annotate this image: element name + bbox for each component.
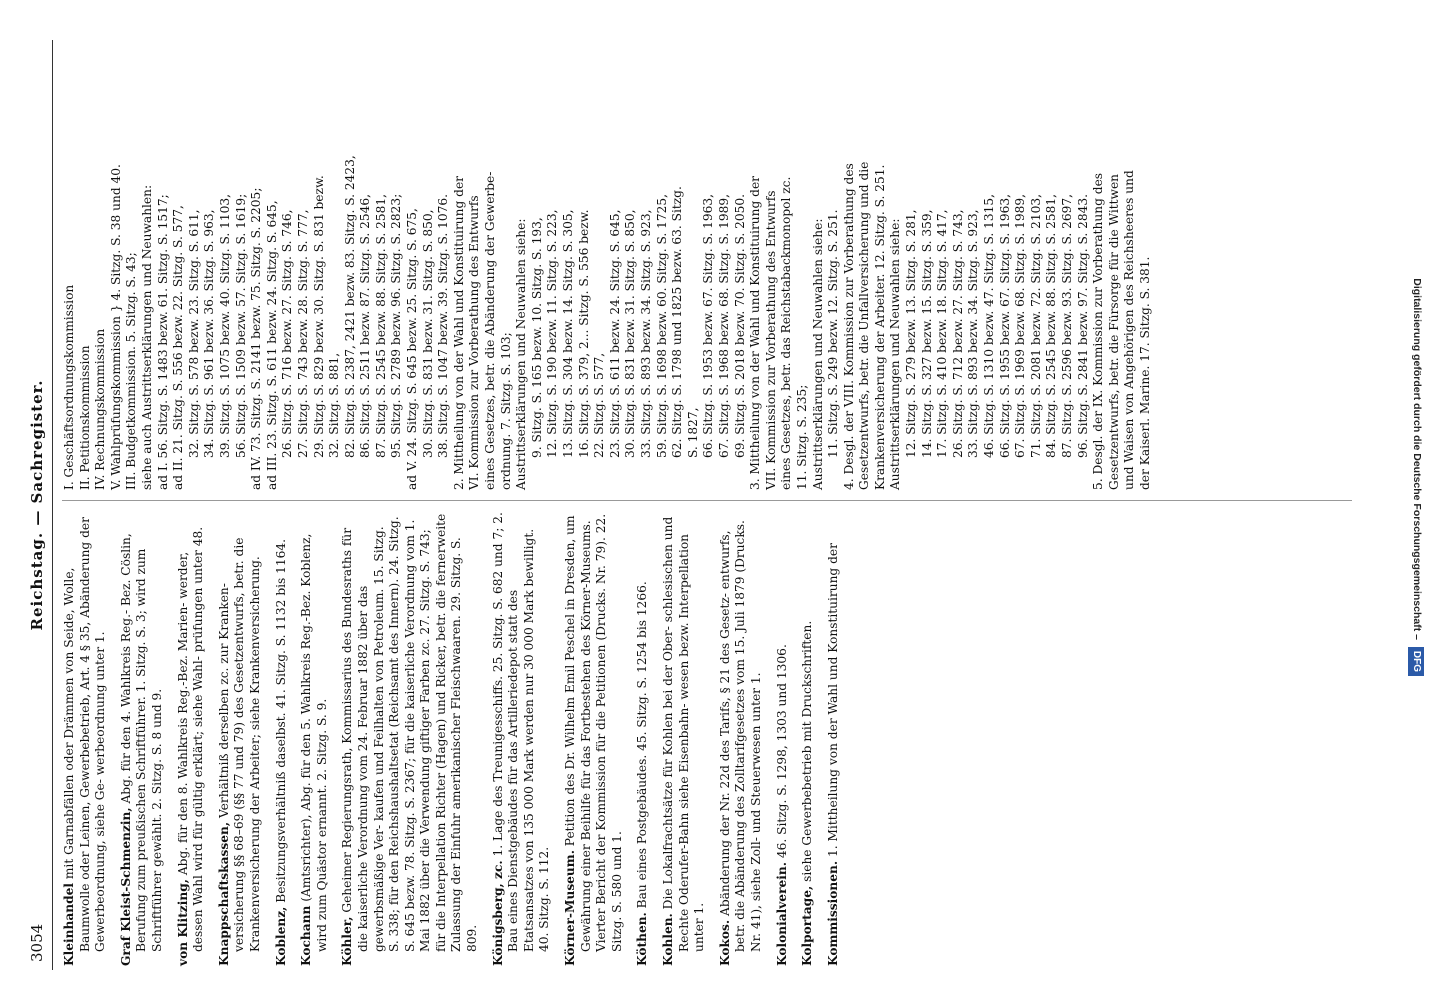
register-line: der Kaiserl. Marine. 17. Sitzg. S. 381. bbox=[1137, 256, 1152, 490]
entry-headword: Köthen. bbox=[635, 912, 650, 966]
register-line: 16. Sitzg. S. 379, 2... Sitzg. S. 556 bezw. bbox=[576, 209, 591, 458]
register-line: 13. Sitzg. S. 304 bezw. 14. Sitzg. S. 305, bbox=[561, 209, 575, 458]
entry-text-line: kaufen und Feilhalten von Petroleum. 15. Sitzg. bbox=[371, 526, 386, 821]
entry-headword: Kolportage, bbox=[800, 885, 815, 966]
register-line: ad II. 21. Sitzg. S. 556 bezw. 22. Sitzg. S. 577, bbox=[171, 205, 186, 490]
register-line: 86. Sitzg. S. 2511 bezw. 87. Sitzg. S. 2546, bbox=[358, 193, 373, 458]
register-line: 46. Sitzg. S. 1310 bezw. 47. Sitzg. S. 1315, bbox=[982, 193, 997, 458]
entry-headword: von Klitzing, bbox=[175, 879, 190, 966]
entry-text-line: bis 1164. bbox=[273, 538, 288, 596]
register-line: eines Gesetzes, betr. das Reichstabackmonopol zc. bbox=[779, 176, 794, 490]
index-entry bbox=[775, 511, 791, 966]
register-line: 62. Sitzg. S. 1798 und 1825 bezw. 63. Sitzg. bbox=[670, 186, 685, 458]
register-line: 33. Sitzg. S. 893 bezw. 34. Sitzg. S. 923, bbox=[638, 209, 653, 458]
register-line: Austrittserklärungen und Neuwahlen siehe: bbox=[514, 218, 529, 490]
entry-text-line: 1. Lage des Treunigesschiffs. 25. Sitzg. S. 682 und 7; bbox=[490, 527, 505, 857]
entry-text-line: Kommissarius des Bundesraths für die kaiserliche Verordnung bbox=[340, 527, 370, 952]
entry-headword: Köhler, bbox=[340, 916, 355, 966]
entry-text-line: Arbeiter; siehe Krankenversicherung. bbox=[247, 556, 262, 790]
entry-text-line: § 35, Abänderung der Gewerbeordnung, siehe Ge- bbox=[77, 517, 108, 952]
entry-text-line: 1. Mittheilung von der Wahl und Konstituirung der bbox=[825, 543, 840, 858]
entry-headword: Kokos. bbox=[717, 919, 732, 966]
register-line: 5. Desgl. der IX. Kommission zur Vorberathung des bbox=[1091, 172, 1106, 490]
entry-text-line: um Gewährung einer Beihilfe für das Fortbestehen bbox=[563, 515, 593, 952]
index-entry bbox=[800, 511, 816, 966]
entry-headword: Kommissionen. bbox=[825, 860, 840, 966]
register-line: 67. Sitzg. S. 1968 bezw. 68. Sitzg. S. 1989, bbox=[716, 193, 731, 458]
entry-headword: Kleinhandel bbox=[62, 883, 76, 966]
page-title: Reichstag. — Sachregister. bbox=[28, 379, 46, 631]
register-line: 82. Sitzg. S. 2387, 2421 bezw. 83. Sitzg. S. 2423, bbox=[342, 155, 357, 458]
right-column bbox=[62, 35, 1154, 490]
entry-text-line: Gesetzentwurfs, betr. die Krankenversicherung der bbox=[232, 537, 262, 952]
index-entry bbox=[826, 511, 842, 966]
left-column bbox=[62, 511, 851, 966]
register-line: 11. Sitzg. S. 235; bbox=[794, 384, 809, 490]
entry-text-line: und Steuerwesen unter 1. bbox=[748, 672, 763, 834]
entry-text-line: S. 338; bbox=[387, 908, 402, 952]
register-line: 30. Sitzg. S. 831 bezw. 31. Sitzg. S. 850, bbox=[420, 209, 435, 458]
entry-text-line: wesen bezw. Interpellation unter 1. bbox=[676, 533, 707, 952]
entry-text-line: Geheimer Regierungsrath, bbox=[340, 747, 355, 913]
register-line: 26. Sitzg. S. 716 bezw. 27. Sitzg. S. 746, bbox=[280, 209, 295, 458]
column-divider bbox=[62, 500, 1352, 501]
index-entry bbox=[563, 511, 625, 966]
entry-text-line: siehe Gewerbebetrieb mit Druckschriften. bbox=[800, 620, 815, 882]
register-line: 84. Sitzg. S. 2545 bezw. 88. Sitzg. S. 2581, bbox=[1044, 193, 1059, 458]
entry-text-line: entwurfs, betr. die Abänderung des Zolltarifgesetzes bbox=[717, 530, 748, 952]
entry-text-line: Koblenz, wird zum Quästor ernannt. 2. Sitzg. S. 9. bbox=[299, 533, 329, 952]
entry-headword: Kohlen. bbox=[661, 913, 675, 966]
entry-text-line: über die Verwendung giftiger Farben zc. 27. Sitzg. bbox=[418, 576, 433, 890]
entry-text-line: Bez. Cöslin, Berufung zum preußischen Schriftführer. bbox=[118, 533, 149, 952]
register-line: 38. Sitzg. S. 1047 bezw. 39. Sitzg. S. 1076. bbox=[436, 193, 451, 458]
register-line: ad I. 56. Sitzg. S. 1483 bezw. 61. Sitzg. S. 1517; bbox=[155, 194, 170, 490]
register-line: 34. Sitzg. S. 961 bezw. 36. Sitzg. S. 963, bbox=[202, 209, 217, 458]
register-line: ad IV. 73. Sitzg. S. 2141 bezw. 75. Sitzg. S. 2205; bbox=[249, 187, 264, 490]
register-line: VI. Kommission zur Vorberathung des Entwurfs bbox=[467, 195, 482, 490]
dfg-sidebar bbox=[1406, 6, 1428, 676]
entry-text-line: Verhältniß derselben zc. zur Kranken- bbox=[216, 583, 231, 819]
entry-text-line: 46. Sitzg. S. 1298, 1303 und 1306. bbox=[774, 644, 789, 859]
register-line: 66. Sitzg. S. 1953 bezw. 67. Sitzg. S. 1963, bbox=[701, 193, 716, 458]
register-line: 23. Sitzg. S. 611 bezw. 24. Sitzg. S. 645, bbox=[607, 209, 622, 458]
page-header bbox=[28, 40, 53, 970]
entry-text-line: mit Garnabfällen oder Drämmen von Seide, bbox=[62, 609, 76, 880]
register-line: I. Geschäftsordnungskommission bbox=[62, 284, 76, 490]
entry-text-line: nur 30 000 Mark bewilligt. 40. Sitzg. S. 112. bbox=[521, 528, 552, 952]
entry-text-line: statt des Etatsansatzes von 135 000 Mark werden bbox=[506, 589, 536, 952]
register-line: Austrittserklärungen und Neuwahlen siehe: bbox=[888, 218, 903, 490]
entry-text-line: Die Lokalfrachtsätze für Kohlen bei der Ober- bbox=[661, 626, 675, 910]
register-line: 2. Mittheilung von der Wahl und Konstituirung der bbox=[451, 176, 466, 490]
register-line: 11. Sitzg. S. 249 bezw. 12. Sitzg. S. 251. bbox=[826, 209, 841, 458]
entry-text-line: (Amtsrichter), Abg. für den 5. Wahlkreis Reg.-Bez. bbox=[299, 590, 314, 902]
index-entry bbox=[274, 511, 290, 966]
entry-headword: Königsberg, zc. bbox=[490, 860, 505, 966]
register-line: 59. Sitzg. S. 1698 bezw. 60. Sitzg. S. 1725, bbox=[654, 193, 669, 458]
register-line: IV. Rechnungskommission bbox=[93, 328, 108, 490]
register-line: 22. Sitzg. S. 577, bbox=[592, 352, 607, 458]
entry-text-line: für die Petitionen (Drucks. Nr. 79). 22. Sitzg. bbox=[594, 513, 624, 952]
register-line: III. Budgetkommission. 5. Sitzg. S. 43; bbox=[124, 252, 139, 490]
entry-text-line: 2. Bau eines Dienstgebäudes für das Artilleriedepot bbox=[490, 512, 521, 952]
register-line: 87. Sitzg. S. 2545 bezw. 88. Sitzg. S. 2581, bbox=[373, 193, 388, 458]
entry-text-line: Besitzungsverhältniß daselbst. 41. Sitzg. S. 1132 bbox=[273, 599, 288, 903]
page-number: 3054 bbox=[28, 923, 46, 962]
entry-text-line: werder, dessen Wahl wird für gültig erklärt; siehe Wahl- bbox=[175, 551, 206, 952]
index-entry bbox=[119, 511, 166, 966]
entry-text-line: Abg. für den 4. Wahlkreis Reg.- bbox=[118, 609, 133, 804]
index-entry bbox=[62, 511, 109, 966]
dfg-credit bbox=[1406, 6, 1428, 676]
register-line: ordnung. 7. Sitzg. S. 103; bbox=[498, 332, 513, 490]
dfg-credit-text: Digitalisierung gefördert durch die Deutsche Forschungsgemeinschaft – bbox=[1411, 278, 1423, 640]
register-line: eines Gesetzes, betr. die Abänderung der Gewerbe- bbox=[483, 171, 498, 490]
index-entry bbox=[661, 511, 708, 966]
register-line: 69. Sitzg. S. 2018 bezw. 70. Sitzg. S. 2050. bbox=[732, 193, 747, 458]
register-line: 56. Sitzg. S. 1509 bezw. 57. Sitzg. S. 1619; bbox=[233, 193, 248, 458]
entry-text-line: versicherung §§ 68–69 (§§ 77 und 79) des bbox=[232, 696, 247, 952]
entry-headword: Kolonialverein. bbox=[774, 862, 789, 966]
register-line: S. 1827, bbox=[685, 407, 700, 458]
register-line: 27. Sitzg. S. 743 bezw. 28. Sitzg. S. 777, bbox=[295, 209, 310, 458]
entry-text-line: S. 743; bbox=[418, 529, 433, 573]
register-line: ad III. 23. Sitzg. S. 611 bezw. 24. Sitzg. S. 645, bbox=[264, 200, 279, 490]
entry-text-line: Petition des Dr. Wilhelm Emil Peschel in Dresden, bbox=[563, 538, 578, 847]
entry-text-line: Wolle, Baumwolle oder Leinen, Gewerbebetrieb, Art. 4 bbox=[62, 567, 92, 952]
entry-headword: Graf Kleist-Schmenzin, bbox=[118, 807, 133, 966]
entry-text-line: für den Reichshaushaltsetat (Reichsamt des Innern). bbox=[387, 578, 402, 906]
register-line: 4. Desgl. der VIII. Kommission zur Vorberathung des bbox=[841, 163, 856, 490]
entry-text-line: Fleischwaaren. 29. Sitzg. S. 809. bbox=[449, 537, 480, 952]
register-line: Austrittserklärungen und Neuwahlen siehe: bbox=[810, 218, 825, 490]
register-line: 9. Sitzg. S. 165 bezw. 10. Sitzg. S. 193, bbox=[529, 217, 544, 458]
register-line: 30. Sitzg. S. 831 bezw. 31. Sitzg. S. 850, bbox=[623, 209, 638, 458]
entry-headword: Kochann bbox=[299, 905, 314, 966]
entry-text-line: 1. Sitzg. S. 3; wird zum Schriftführer gewählt. bbox=[134, 548, 164, 952]
register-line: 39. Sitzg. S. 1075 bezw. 40. Sitzg. S. 1103, bbox=[217, 193, 232, 458]
register-line: und Waisen von Angehörigen des Reichsheeres und bbox=[1122, 170, 1137, 490]
register-line: 3. Mittheilung von der Wahl und Konstituirung der bbox=[748, 176, 763, 490]
index-entry bbox=[491, 511, 553, 966]
entry-headword: Koblenz, bbox=[273, 906, 288, 966]
register-line: siehe auch Austrittserklärungen und Neuwahlen: bbox=[139, 184, 154, 490]
index-entry bbox=[340, 511, 480, 966]
entry-text-line: des Körner-Museums. Vierter Bericht der Kommission bbox=[578, 520, 609, 952]
register-line: 87. Sitzg. S. 2596 bezw. 93. Sitzg. S. 2697, bbox=[1060, 193, 1074, 458]
entry-text-line: schlesischen und Rechte Oderufer-Bahn siehe Eisenbahn- bbox=[661, 516, 691, 952]
index-entry bbox=[176, 511, 207, 966]
register-line: II. Petitionskommission bbox=[77, 345, 92, 490]
register-line: 26. Sitzg. S. 712 bezw. 27. Sitzg. S. 743, bbox=[950, 209, 965, 458]
register-line: 95. Sitzg. S. 2789 bezw. 96. Sitzg. S. 2823; bbox=[389, 193, 404, 458]
register-line: 32. Sitzg. S. 578 bezw. 23. Sitzg. S. 611, bbox=[186, 209, 201, 458]
register-line: 29. Sitzg. S. 829 bezw. 30. Sitzg. S. 831 bezw. bbox=[311, 175, 326, 458]
register-line: 33. Sitzg. S. 893 bezw. 34. Sitzg. S. 923, bbox=[966, 209, 981, 458]
register-line: ad V. 24. Sitzg. S. 645 bezw. 25. Sitzg. S. 675, bbox=[405, 208, 420, 490]
register-line: 96. Sitzg. S. 2841 bezw. 97. Sitzg. S. 2843. bbox=[1075, 193, 1090, 458]
register-line: V. Wahlprüfungskommission } 4. Sitzg. S. 38 und 40. bbox=[108, 164, 123, 490]
index-entry bbox=[217, 511, 264, 966]
register-line: 14. Sitzg. S. 327 bezw. 15. Sitzg. S. 359, bbox=[919, 209, 934, 458]
register-line: Krankenversicherung der Arbeiter. 12. Sitzg. S. 251. bbox=[872, 164, 887, 490]
entry-headword: Knappschaftskassen, bbox=[216, 821, 231, 966]
entry-headword: Körner-Museum. bbox=[563, 850, 578, 966]
register-line: 12. Sitzg. S. 279 bezw. 13. Sitzg. S. 281, bbox=[904, 209, 919, 458]
entry-text-line: bis 1266. bbox=[635, 581, 650, 638]
register-line: Gesetzentwurfs, betr. die Unfallversicherung und die bbox=[857, 161, 872, 490]
register-line: Gesetzentwurfs, betr. die Fürsorge für die Wittwen bbox=[1106, 173, 1121, 490]
index-entry bbox=[718, 511, 765, 966]
register-line: 66. Sitzg. S. 1955 bezw. 67. Sitzg. S. 1963, bbox=[997, 193, 1012, 458]
entry-text-line: für die Interpellation Richter (Hagen) und Ricker, betr. bbox=[433, 612, 448, 952]
entry-text-line: S. 580 und 1. bbox=[609, 831, 624, 913]
dfg-logo: DFG bbox=[1408, 647, 1424, 676]
entry-text-line: 2. Sitzg. S. 8 und 9. bbox=[149, 688, 164, 810]
entry-text-line: prüfungen unter 48. bbox=[191, 526, 206, 653]
index-entry bbox=[635, 511, 651, 966]
register-line: 12. Sitzg. S. 190 bezw. 11. Sitzg. S. 223, bbox=[545, 209, 560, 458]
entry-text-line: für die kaiserliche Verordnung vom 1. Mai 1882 bbox=[402, 519, 433, 952]
entry-text-line: 24. Sitzg. S. 645 bezw. 78. Sitzg. S. 2367; bbox=[387, 516, 417, 952]
entry-text-line: vom 24. Februar 1882 über das gewerbsmäßige Ver- bbox=[355, 585, 386, 952]
register-line: 67. Sitzg. S. 1969 bezw. 68. Sitzg. S. 1989, bbox=[1013, 193, 1028, 458]
register-line: 32. Sitzg. S. 881, bbox=[327, 352, 342, 458]
register-line: 71. Sitzg. S. 2081 bezw. 72. Sitzg. S. 2103, bbox=[1028, 193, 1043, 458]
register-line: VII. Kommission zur Vorberathung des Entwurfs bbox=[763, 190, 778, 490]
entry-text-line: werbeordnung unter 1. bbox=[93, 631, 108, 776]
entry-text-line: vom 15. Juli 1879 (Drucks. Nr. 41), siehe Zoll- bbox=[733, 520, 763, 952]
entry-text-line: Abg. für den 8. Wahlkreis Reg.-Bez. Marien- bbox=[175, 602, 190, 876]
entry-text-line: Abänderung der Nr. 22d des Tarifs, § 21 des Gesetz- bbox=[717, 593, 732, 916]
register-line: 17. Sitzg. S. 410 bezw. 18. Sitzg. S. 417, bbox=[935, 209, 950, 458]
entry-text-line: Bau eines Postgebäudes. 45. Sitzg. S. 1254 bbox=[635, 641, 650, 909]
entry-text-line: die fernerweite Zulassung der Einfuhr amerikanischer bbox=[433, 513, 464, 952]
index-entry bbox=[299, 511, 330, 966]
